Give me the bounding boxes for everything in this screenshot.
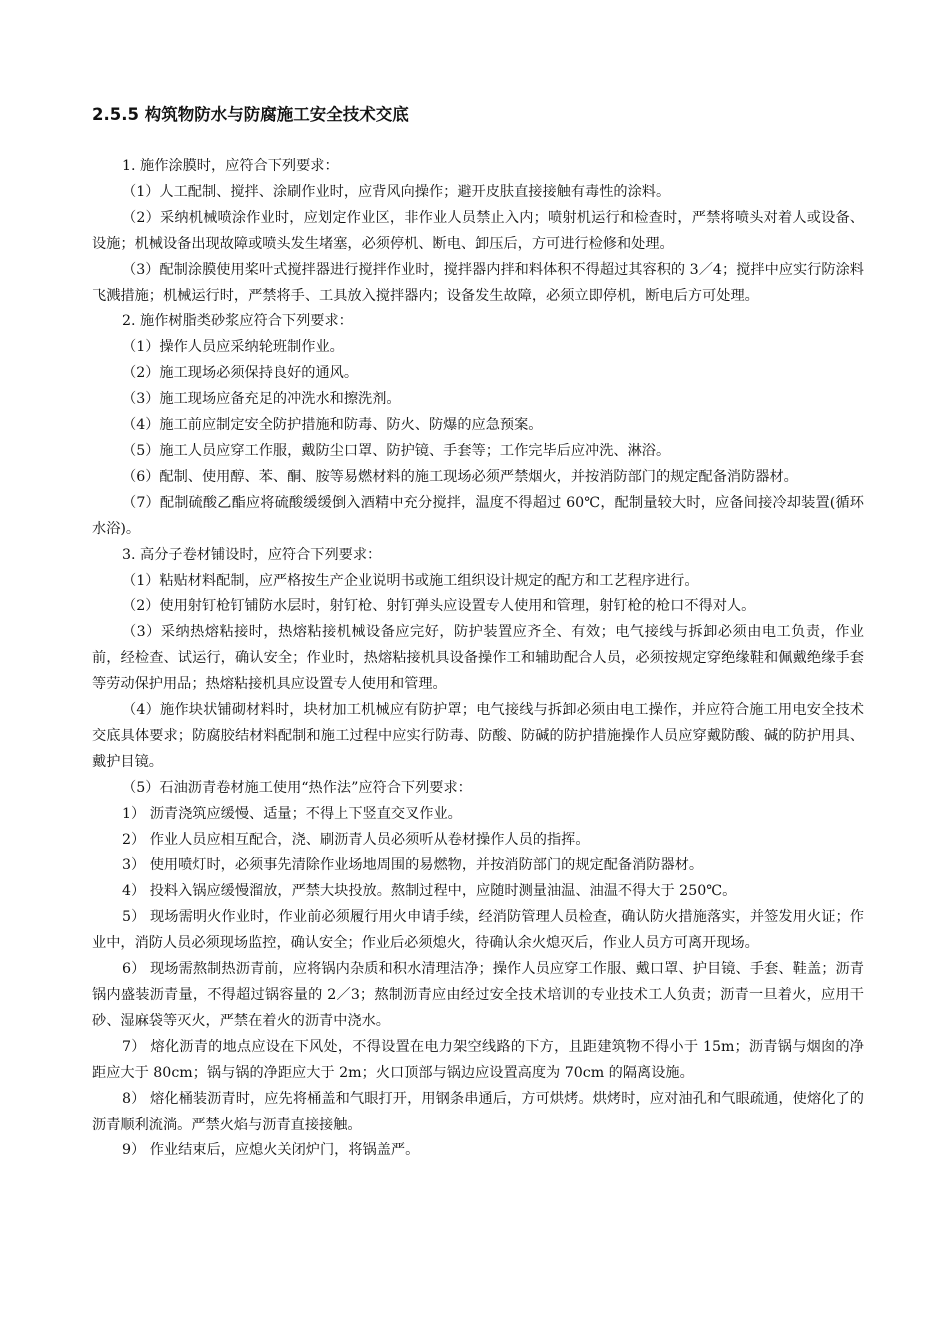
- paragraph: （3）采纳热熔粘接时，热熔粘接机械设备应完好，防护装置应齐全、有效；电气接线与拆卸必须由电工负责，作业前，经检查、试运行，确认安全；作业时，热熔粘接机具设备操作工和辅助配合人员，必须按规定穿绝缘鞋和佩戴绝缘手套等劳动保护用品；热熔粘接机具应设置专人使用和管理。: [92, 624, 864, 693]
- section-title: 2.5.5 构筑物防水与防腐施工安全技术交底: [92, 105, 409, 124]
- paragraph: （2）施工现场必须保持良好的通风。: [122, 365, 359, 382]
- paragraph: 3. 高分子卷材铺设时，应符合下列要求：: [122, 546, 382, 563]
- paragraph: 7） 熔化沥青的地点应设在下风处，不得设置在电力架空线路的下方，且距建筑物不得小于 15m；沥青锅与烟囱的净距应大于 80cm；锅与锅的净距应大于 2m；火口顶部与锅边应设置高度为 70cm 的隔离设施。: [92, 1038, 864, 1081]
- paragraph: （1）人工配制、搅拌、涂刷作业时，应背风向操作；避开皮肤直接接触有毒性的涂料。: [122, 183, 671, 200]
- paragraph: 6） 现场需熬制热沥青前，应将锅内杂质和积水清理洁净；操作人员应穿工作服、戴口罩、护目镜、手套、鞋盖；沥青锅内盛装沥青量，不得超过锅容量的 2／3；熬制沥青应由经过安全技术培训的专业技术工人负责；沥青一旦着火，应用干砂、湿麻袋等灭火，严禁在着火的沥青中浇水。: [92, 961, 864, 1029]
- paragraph: （2）使用射钉枪钉铺防水层时，射钉枪、射钉弹头应设置专人使用和管理，射钉枪的枪口不得对人。: [122, 598, 756, 615]
- paragraph: （5）施工人员应穿工作服，戴防尘口罩、防护镜、手套等；工作完毕后应冲洗、淋浴。: [122, 442, 671, 459]
- paragraph: 4） 投料入锅应缓慢溜放，严禁大块投放。熬制过程中，应随时测量油温、油温不得大于 250℃。: [122, 883, 737, 900]
- paragraph: （2）采纳机械喷涂作业时，应划定作业区，非作业人员禁止入内；喷射机运行和检查时，严禁将喷头对着人或设备、设施；机械设备出现故障或喷头发生堵塞，必须停机、断电、卸压后，方可进行检修和处理。: [92, 209, 864, 252]
- paragraph: （5）石油沥青卷材施工使用“热作法”应符合下列要求：: [122, 779, 472, 796]
- document-body: [92, 154, 864, 1164]
- paragraph: （1）操作人员应采纳轮班制作业。: [122, 339, 344, 356]
- paragraph: 2. 施作树脂类砂浆应符合下列要求：: [122, 313, 353, 330]
- paragraph: 9） 作业结束后，应熄火关闭炉门，将锅盖严。: [122, 1142, 420, 1159]
- paragraph: （4）施工前应制定安全防护措施和防毒、防火、防爆的应急预案。: [122, 417, 543, 434]
- paragraph: 1） 沥青浇筑应缓慢、适量；不得上下竖直交叉作业。: [122, 805, 462, 822]
- paragraph: 8） 熔化桶装沥青时，应先将桶盖和气眼打开，用钢条串通后，方可烘烤。烘烤时，应对油孔和气眼疏通，使熔化了的沥青顺利流淌。严禁火焰与沥青直接接触。: [92, 1090, 864, 1133]
- paragraph: 5） 现场需明火作业时，作业前必须履行用火申请手续，经消防管理人员检查，确认防火措施落实，并签发用火证；作业中，消防人员必须现场监控，确认安全；作业后必须熄火，待确认余火熄灭后，作业人员方可离开现场。: [92, 909, 864, 952]
- paragraph: 1. 施作涂膜时，应符合下列要求：: [122, 158, 339, 174]
- paragraph: 2） 作业人员应相互配合，浇、刷沥青人员必须听从卷材操作人员的指挥。: [122, 831, 590, 848]
- paragraph: （3）施工现场应备充足的冲洗水和擦洗剂。: [122, 391, 401, 408]
- paragraph: （6）配制、使用醇、苯、酮、胺等易燃材料的施工现场必须严禁烟火，并按消防部门的规定配备消防器材。: [122, 468, 798, 485]
- paragraph: （1）粘贴材料配制，应严格按生产企业说明书或施工组织设计规定的配方和工艺程序进行。: [122, 572, 699, 589]
- paragraph: （4）施作块状铺砌材料时，块材加工机械应有防护罩；电气接线与拆卸必须由电工操作，并应符合施工用电安全技术交底具体要求；防腐胶结材料配制和施工过程中应实行防毒、防酸、防碱的防护措施操作人员应穿戴防酸、碱的防护用具、戴护目镜。: [92, 702, 864, 770]
- paragraph: （3）配制涂膜使用桨叶式搅拌器进行搅拌作业时，搅拌器内拌和料体积不得超过其容积的 3／4；搅拌中应实行防涂料飞溅措施；机械运行时，严禁将手、工具放入搅拌器内；设备发生故障，必须立即停机，断电后方可处理。: [92, 261, 864, 304]
- paragraph: （7）配制硫酸乙酯应将硫酸缓缓倒入酒精中充分搅拌，温度不得超过 60℃，配制量较大时，应备间接冷却装置(循环水浴)。: [92, 494, 864, 537]
- paragraph: 3） 使用喷灯时，必须事先清除作业场地周围的易燃物，并按消防部门的规定配备消防器材。: [122, 857, 704, 874]
